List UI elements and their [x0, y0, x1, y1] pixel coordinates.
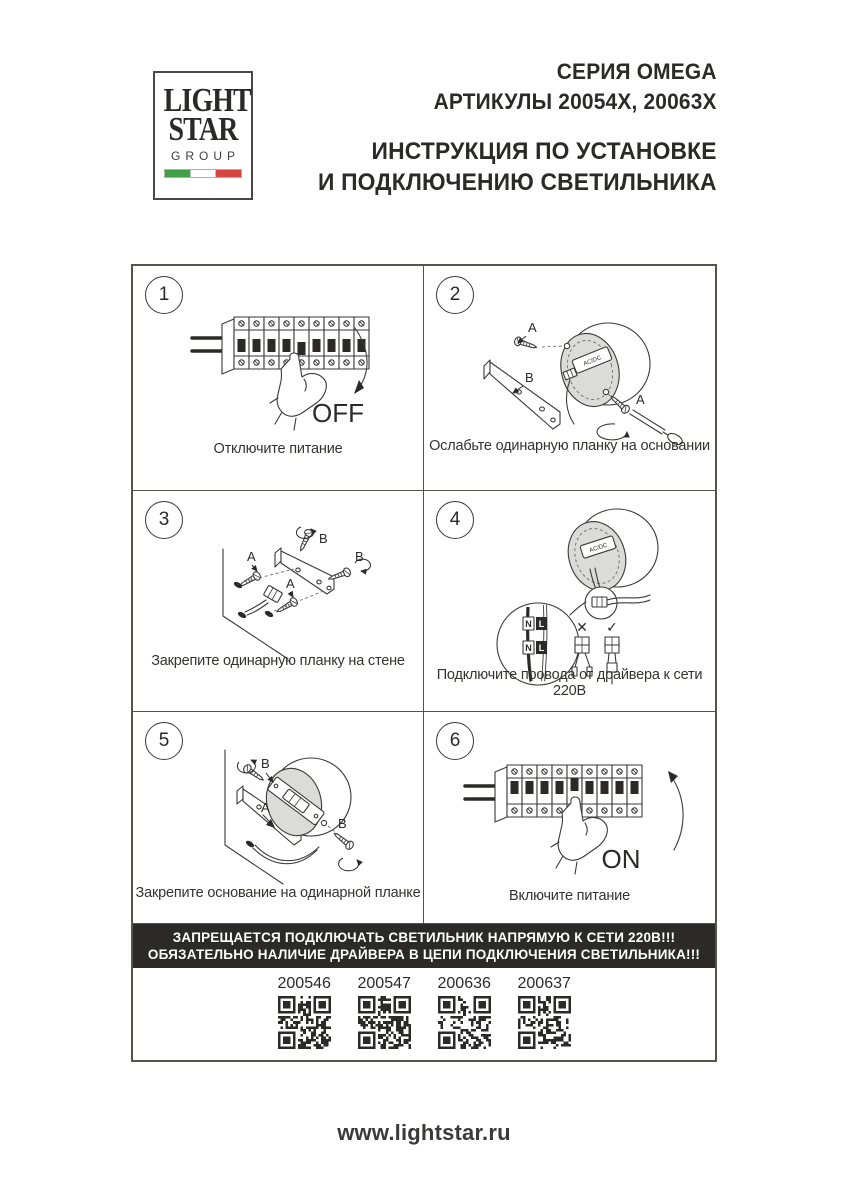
canopy-base [560, 509, 658, 598]
qr-column [278, 975, 331, 1060]
hanging-wire [245, 839, 319, 863]
article-code: 200636 [437, 975, 491, 992]
qr-column [358, 975, 411, 1060]
step-caption-4: Подключите провода от драйвера к сети 220В [436, 667, 703, 699]
lightstar-logo [153, 71, 253, 200]
qr-code [518, 996, 571, 1049]
step-caption-2: Ослабьте одинарную планку на основании [429, 438, 710, 454]
article-code: 200547 [357, 975, 411, 992]
label-a: A [261, 800, 270, 815]
qr-column [518, 975, 571, 1060]
step-cell-3 [133, 491, 424, 712]
on-arrowhead [668, 771, 678, 783]
warning-banner [133, 924, 715, 968]
step-number-2: 2 [436, 276, 474, 314]
qr-code-row [133, 968, 715, 1060]
logo-wordmark [155, 73, 251, 149]
step-number-6: 6 [436, 722, 474, 760]
screw-b-right [327, 549, 370, 583]
screw-a-top [514, 320, 562, 352]
off-label: OFF [312, 398, 364, 428]
flag-red [216, 170, 241, 177]
breaker-panel [465, 765, 642, 822]
label-a: A [247, 549, 256, 564]
screw-b-top [296, 527, 327, 553]
qr-column [438, 975, 491, 1060]
logo-group: GROUP [170, 149, 240, 164]
step-number-1: 1 [145, 276, 183, 314]
label-b-2: B [338, 816, 347, 831]
wrong-mark: ✕ [576, 620, 588, 636]
step-cell-2 [424, 266, 715, 491]
label-b: B [319, 531, 328, 546]
step-cell-5 [133, 712, 424, 924]
mounting-plate [484, 360, 560, 429]
instruction-title-line2: И ПОДКЛЮЧЕНИЮ СВЕТИЛЬНИКА [318, 169, 717, 196]
step-caption-1: Отключите питание [213, 441, 343, 457]
step-cell-1 [133, 266, 424, 491]
step-number-4: 4 [436, 501, 474, 539]
instruction-title-line1: ИНСТРУКЦИЯ ПО УСТАНОВКЕ [371, 138, 717, 165]
website-url: www.lightstar.ru [337, 1120, 511, 1145]
terminal-n-label: N [525, 619, 532, 629]
label-a: A [528, 320, 537, 335]
wall-corner [223, 549, 288, 659]
step-cell-6 [424, 712, 715, 924]
warning-line-1: ЗАПРЕЩАЕТСЯ ПОДКЛЮЧАТЬ СВЕТИЛЬНИК НАПРЯМУЮ К СЕТИ 220В!!! [172, 930, 676, 945]
step-number-5: 5 [145, 722, 183, 760]
right-mark: ✓ [606, 620, 618, 636]
step-caption-6: Включите питание [509, 888, 630, 904]
qr-code [438, 996, 491, 1049]
step-cell-4 [424, 491, 715, 712]
screw-b-top [237, 756, 273, 784]
driver-label: AC/DC [588, 542, 609, 555]
terminal-l-label: L [538, 619, 545, 629]
article-code: 200546 [277, 975, 331, 992]
terminal-detail-circle [585, 587, 650, 619]
label-a-2: A [636, 392, 645, 407]
canopy-base [553, 323, 650, 424]
logo-light: LIGHT [163, 82, 251, 119]
qr-code [278, 996, 331, 1049]
terminal-n-label-2: N [525, 643, 532, 653]
step-number-3: 3 [145, 501, 183, 539]
article-code: 200637 [517, 975, 571, 992]
steps-grid [133, 266, 715, 924]
breaker-panel [192, 317, 369, 374]
on-arrow [671, 776, 683, 850]
label-a-2: A [286, 576, 295, 591]
logo-star: STAR [168, 111, 238, 149]
flag-green [165, 170, 190, 177]
instruction-box [131, 264, 717, 1062]
on-label: ON [601, 844, 641, 874]
qr-code [358, 996, 411, 1049]
driver-label: AC/DC [582, 355, 603, 368]
flag-white [190, 170, 217, 177]
label-b: B [525, 370, 534, 385]
terminal-l-label-2: L [538, 643, 545, 653]
document-title [318, 60, 717, 196]
series-title: СЕРИЯ OMEGA [557, 59, 717, 84]
warning-line-2: ОБЯЗАТЕЛЬНО НАЛИЧИЕ ДРАЙВЕРА В ЦЕПИ ПОДКЛЮЧЕНИЯ СВЕТИЛЬНИКА!!! [147, 947, 701, 962]
step-caption-5: Закрепите основание на одинарной планке [135, 885, 421, 901]
label-b: B [261, 756, 270, 771]
step-caption-3: Закрепите одинарную планку на стене [151, 653, 405, 669]
mounting-plate [275, 548, 334, 594]
wire-connector [237, 585, 283, 619]
articles-line: АРТИКУЛЫ 20054X, 20063X [433, 89, 717, 114]
italian-flag-stripe [164, 169, 242, 178]
label-b-2: B [355, 549, 364, 564]
